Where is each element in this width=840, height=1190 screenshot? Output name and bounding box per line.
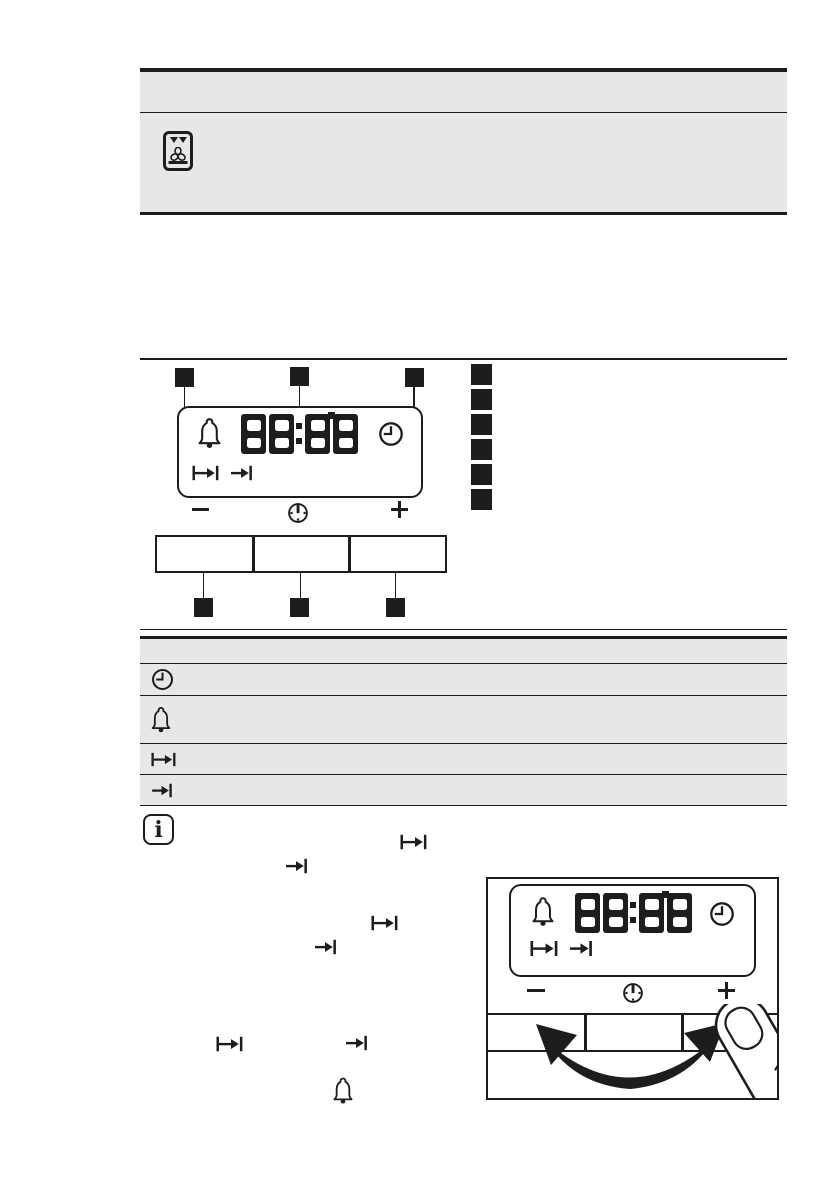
clock-table-row [140, 664, 787, 696]
minute-minder-icon [333, 1076, 353, 1105]
section-rule [140, 358, 787, 360]
callout-line [203, 573, 205, 598]
duration-icon [192, 465, 219, 481]
clock-display-panel [509, 884, 756, 977]
colon-dot [296, 438, 302, 444]
clock-table-row [140, 775, 787, 805]
seven-segment-digit [575, 893, 600, 933]
minute-minder-icon [151, 706, 171, 733]
minute-minder-icon [198, 417, 221, 449]
legend-marker [471, 389, 492, 410]
seven-segment-display [575, 893, 692, 934]
end-time-icon [151, 783, 173, 798]
button-divider [348, 537, 351, 571]
duration-icon [216, 1036, 243, 1052]
time-of-day-icon [151, 668, 174, 691]
plus-icon [718, 982, 735, 999]
callout-marker [194, 598, 213, 617]
seven-segment-digit [241, 414, 266, 454]
seven-segment-digit [333, 414, 358, 454]
callout-line [395, 573, 397, 598]
callout-marker [175, 368, 194, 387]
duration-icon [530, 940, 558, 957]
setting-illustration [486, 877, 779, 1100]
seven-segment-display [241, 414, 358, 455]
oven-function-table [140, 68, 787, 215]
finger-press-icon [691, 1004, 779, 1100]
oven-function-table-row [140, 113, 787, 212]
duration-icon [400, 834, 427, 850]
end-time-icon [286, 858, 307, 874]
plus-icon [391, 501, 408, 518]
clock-key-icon [287, 502, 309, 524]
info-icon [143, 814, 174, 845]
minus-icon [192, 508, 209, 511]
colon-dot [630, 902, 636, 908]
oven-function-table-header-row [140, 72, 787, 113]
clock-key-icon [622, 982, 644, 1004]
callout-marker [386, 598, 405, 617]
time-of-day-icon [378, 421, 404, 447]
clock-table-header-row [140, 639, 787, 664]
minute-minder-icon [532, 896, 554, 927]
legend-marker [471, 489, 492, 510]
legend-marker [471, 364, 492, 385]
clock-functions-table [140, 636, 787, 806]
seven-segment-digit [603, 893, 628, 933]
end-time-icon [315, 939, 336, 955]
seven-segment-digit [639, 893, 664, 933]
end-time-icon [231, 465, 252, 481]
fan-function-icon [163, 131, 193, 171]
time-of-day-icon [709, 901, 735, 927]
callout-marker [290, 598, 309, 617]
colon-dot [296, 423, 302, 429]
bottom-heat-bar [169, 161, 188, 165]
callout-marker [290, 367, 309, 386]
colon-dot [630, 917, 636, 923]
callout-line [300, 573, 302, 598]
end-time-icon [570, 940, 592, 957]
double-rule-thin [140, 629, 787, 630]
duration-icon [151, 752, 176, 767]
clock-table-row [140, 744, 787, 775]
legend-marker [471, 414, 492, 435]
seven-segment-digit [269, 414, 294, 454]
clock-table-row [140, 696, 787, 744]
duration-icon [371, 915, 398, 931]
minus-icon [527, 989, 545, 992]
end-time-icon [346, 1035, 367, 1051]
button-divider [252, 537, 255, 571]
legend-marker [471, 439, 492, 460]
button-bar [155, 535, 447, 573]
seven-segment-digit [305, 414, 330, 454]
info-symbol: i [154, 816, 163, 843]
seven-segment-digit [667, 893, 692, 933]
clock-display-panel [177, 406, 423, 498]
legend-marker [471, 464, 492, 485]
callout-marker [405, 368, 424, 387]
grill-triangles-icon [166, 137, 190, 143]
